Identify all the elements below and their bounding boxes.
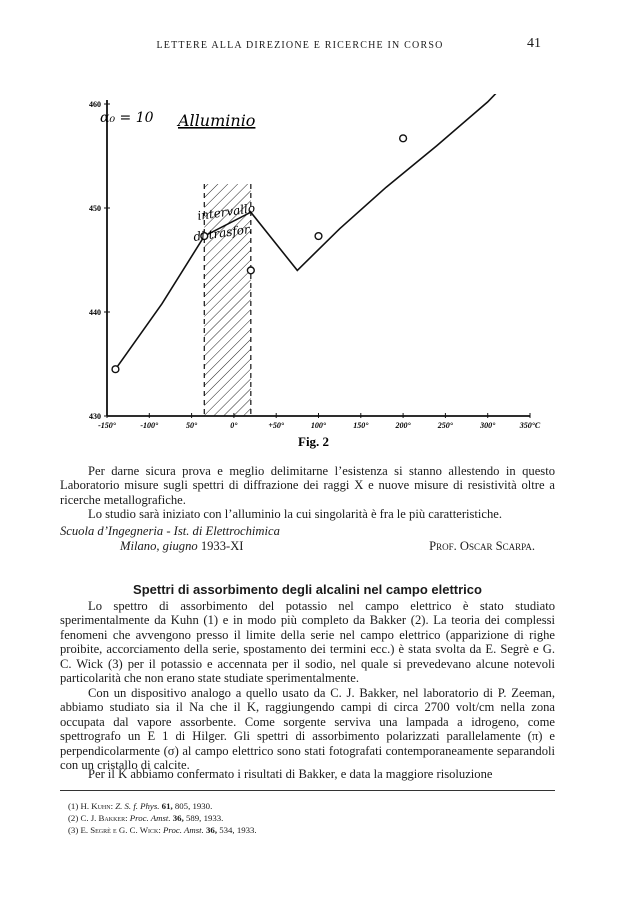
signature-place: Milano, giugno — [120, 539, 198, 553]
x-tick-label: 300° — [480, 421, 496, 430]
signature-institute-line — [60, 524, 555, 539]
x-tick-label: +50° — [268, 421, 285, 430]
y-tick-label: 440 — [89, 308, 101, 317]
x-tick-label: 50° — [185, 421, 198, 430]
page-number: 41 — [527, 36, 541, 51]
chart-svg — [70, 94, 550, 454]
x-tick-label: 200° — [395, 421, 411, 430]
interval-label-line1: intervallo — [196, 201, 256, 223]
y-tick-label: 460 — [89, 100, 101, 109]
data-point — [112, 366, 119, 373]
footnote-1: (1) H. Kuhn: Z. S. f. Phys. 61, 805, 1930. — [68, 801, 213, 811]
section-paragraph-3: Per il K abbiamo confermato i risultati di Bakker, e data la maggiore risoluzione — [88, 767, 493, 781]
x-tick-label: 0° — [230, 421, 238, 430]
paragraph-2: Lo studio sarà iniziato con l’alluminio la cui singolarità è fra le più caratteristiche. — [88, 507, 503, 521]
x-tick-label: 250° — [437, 421, 454, 430]
footnote-2: (2) C. J. Bakker: Proc. Amst. 36, 589, 1933. — [68, 813, 224, 823]
footnote-rule — [60, 790, 555, 791]
section-paragraph-1: Lo spettro di assorbimento del potassio nel campo elettrico è stato studiato sperimentalmente da Kuhn (1) e in modo più completo da Bakker (2). La teoria dei complessi fenomeni che avvengono presso il limite della serie nel campo elettrico (apparizione di righe proibite, accorciamento della serie, spostamento dei termini ecc.) è stata svolta da E. Segrè e G. C. Wick (3) per il potassio e accennata per il sodio, nel quale si prevedevano alcune notevoli particolarità che non erano state studiate sperimentalmente. — [60, 599, 555, 686]
data-point — [400, 135, 407, 142]
data-point — [247, 267, 254, 274]
paragraph-1: Per darne sicura prova e meglio delimitarne l’esistenza si stanno allestendo in questo Laboratorio misure sugli spettri di diffrazione dei raggi X e nuove misure di resistività oltre a ricerche metallografiche. — [60, 464, 555, 507]
section-paragraph-2: Con un dispositivo analogo a quello usato da C. J. Bakker, nel laboratorio di P. Zeeman, abbiamo studiato sia il Na che il K, raggiungendo campi di circa 2700 volt/cm nella zona occupata dal vapore assorbente. Come sorgente serviva una lampada a idrogeno, come spettrografo un E 1 di Hilger. Gli spettri di assorbimento polarizzati parallelamente (π) e perpendicolarmente (σ) al campo elettrico sono stati fotografati contemporaneamente separandoli con un cristallo di calcite. — [60, 686, 555, 773]
section-title: Spettri di assorbimento degli alcalini nel campo elettrico — [133, 582, 482, 597]
running-title: LETTERE ALLA DIREZIONE E RICERCHE IN CORSO — [156, 40, 444, 51]
signature-year: 1933-XI — [200, 539, 244, 553]
alpha-label: α₀ = 10 — [100, 110, 154, 126]
x-tick-label: 150° — [353, 421, 369, 430]
signature-institute: Scuola d’Ingegneria - Ist. di Elettrochimica — [60, 524, 280, 538]
x-tick-label: -150° — [98, 421, 116, 430]
alluminio-label: Alluminio — [178, 111, 256, 130]
data-point — [315, 233, 322, 240]
series-line-alluminio — [116, 94, 526, 369]
footnote-3: (3) E. Segrè e G. C. Wick: Proc. Amst. 36, 534, 1933. — [68, 825, 257, 835]
signature-author: Prof. Oscar Scarpa. — [429, 539, 535, 553]
x-tick-label: -100° — [140, 421, 159, 430]
x-tick-label: 100° — [310, 421, 327, 430]
figure-2 — [70, 94, 550, 454]
figure-caption: Fig. 2 — [298, 434, 330, 449]
x-tick-label: 350°C — [519, 421, 541, 430]
signature-date-line — [60, 539, 555, 554]
y-tick-label: 450 — [89, 204, 101, 213]
y-tick-label: 430 — [89, 412, 101, 421]
interval-label-line2: di trasfor. — [192, 221, 253, 244]
footnotes — [68, 800, 548, 836]
